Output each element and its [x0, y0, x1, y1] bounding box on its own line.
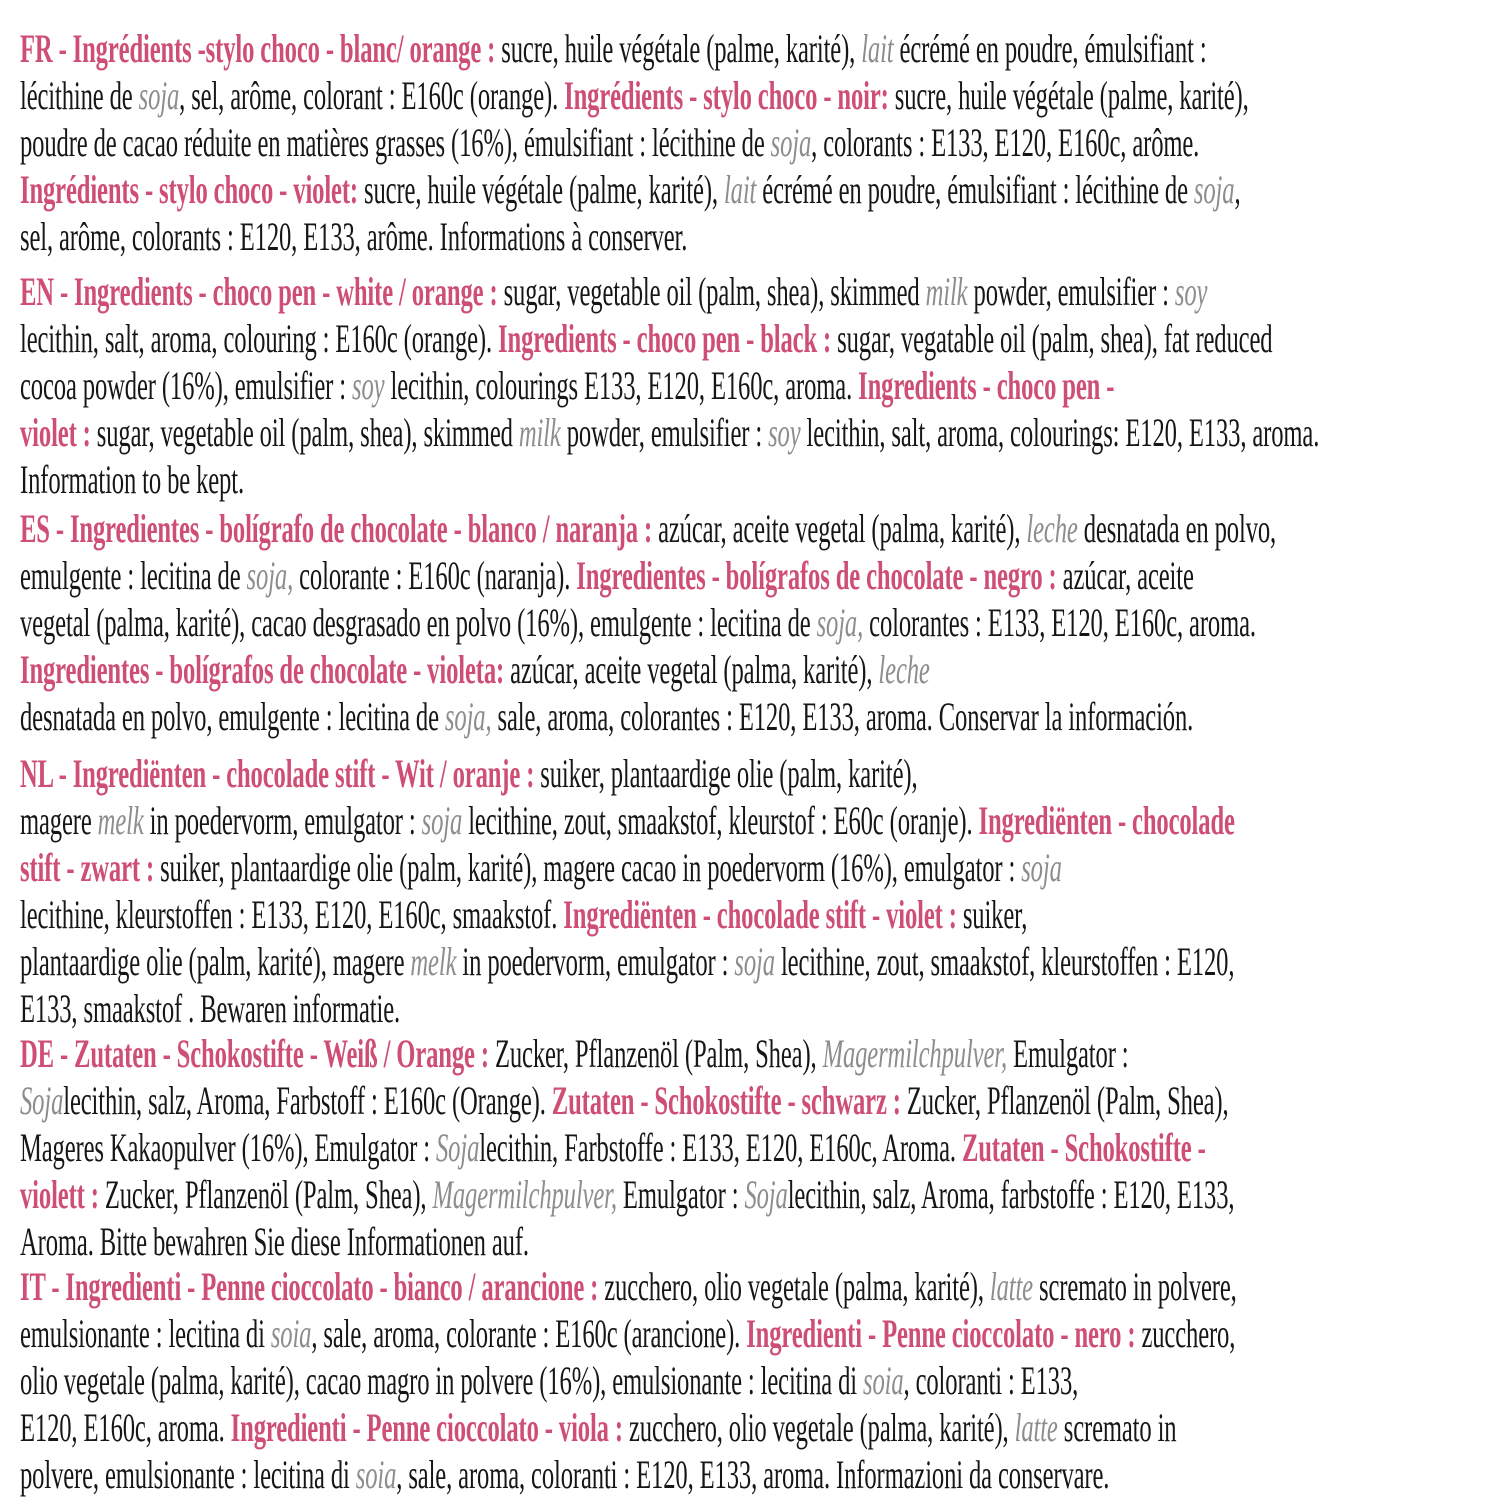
ingredient-text: , sale, aroma, coloranti : E120, E133, aroma. Informazioni da conservare.: [396, 1452, 1110, 1497]
allergen-term: soy: [1174, 269, 1208, 314]
section-header: Zutaten - Schokostifte - schwarz :: [551, 1078, 907, 1123]
text-line: [20, 750, 1500, 797]
ingredient-text: in poedervorm, emulgator :: [143, 798, 422, 843]
ingredient-text: lecithin, colourings E133, E120, E160c, aroma.: [384, 363, 859, 408]
allergen-term: soia: [270, 1311, 312, 1356]
ingredient-text: écrémé en poudre, émulsifiant : lécithine de: [756, 167, 1194, 212]
section-header: NL - Ingrediënten - chocolade stift - Wit / oranje :: [20, 751, 541, 796]
text-line: [20, 552, 1500, 599]
allergen-term: leche: [878, 647, 930, 692]
allergen-term: latte: [1014, 1405, 1058, 1450]
ingredient-text: powder, emulsifier :: [967, 269, 1175, 314]
text-line: [20, 409, 1500, 456]
text-line: [20, 1404, 1500, 1451]
section-header: DE - Zutaten - Schokostifte - Weiß / Orange :: [20, 1031, 495, 1076]
ingredient-text: Zucker, Pflanzenöl (Palm, Shea),: [104, 1172, 433, 1217]
text-line: [20, 362, 1500, 409]
ingredient-text: écrémé en poudre, émulsifiant :: [893, 26, 1207, 71]
ingredient-text: , sel, arôme, colorant : E160c (orange).: [179, 73, 565, 118]
text-line: [20, 1030, 1500, 1077]
ingredient-text: sugar, vegetable oil (palm, shea), skimmed: [96, 410, 519, 455]
ingredient-text: Emulgator :: [1007, 1031, 1129, 1076]
ingredient-text: suiker, plantaardige olie (palm, karité), magere cacao in poedervorm (16%), emulgator :: [160, 845, 1022, 890]
allergen-term: soja: [138, 73, 180, 118]
ingredient-text: emulgente : lecitina de: [20, 553, 247, 598]
allergen-term: soja,: [444, 694, 492, 739]
ingredient-text: azúcar, aceite vegetal (palma, karité),: [510, 647, 879, 692]
ingredient-text: poudre de cacao réduite en matières grasses (16%), émulsifiant : lécithine de: [20, 120, 771, 165]
ingredient-text: sugar, vegetable oil (palm, shea), skimmed: [503, 269, 926, 314]
ingredient-text: , coloranti : E133,: [903, 1358, 1079, 1403]
section-header: Ingrediënten - chocolade stift - violet :: [563, 892, 963, 937]
section-header: Ingredientes - bolígrafos de chocolate - negro :: [576, 553, 1063, 598]
ingredient-text: lecithin, Farbstoffe : E133, E120, E160c, Aroma.: [479, 1125, 962, 1170]
text-line: [20, 938, 1500, 985]
allergen-term: soia: [355, 1452, 397, 1497]
allergen-term: milk: [925, 269, 968, 314]
allergen-term: soy: [768, 410, 801, 455]
ingredient-text: zucchero, olio vegetale (palma, karité),: [628, 1405, 1015, 1450]
allergen-term: soja: [1021, 845, 1062, 890]
ingredient-text: sale, aroma, colorantes : E120, E133, aroma. Conservar la información.: [491, 694, 1194, 739]
ingredient-text: lecithine, kleurstoffen : E133, E120, E160c, smaakstof.: [20, 892, 564, 937]
section-header: stift - zwart :: [20, 845, 161, 890]
allergen-term: Magermilchpulver,: [432, 1172, 617, 1217]
ingredient-text: E133, smaakstof . Bewaren informatie.: [20, 986, 401, 1031]
allergen-term: melk: [410, 939, 457, 984]
allergen-term: soia: [863, 1358, 904, 1403]
ingredient-text: powder, emulsifier :: [560, 410, 769, 455]
ingredient-text: lecithine, zout, smaakstof, kleurstof : E60c (oranje).: [462, 798, 979, 843]
allergen-term: soja: [734, 939, 775, 984]
ingredient-text: desnatada en polvo,: [1077, 506, 1277, 551]
ingredient-text: suiker,: [962, 892, 1028, 937]
section-header: violett :: [20, 1172, 105, 1217]
section-header: Zutaten - Schokostifte -: [961, 1125, 1206, 1170]
section-header: violet :: [20, 410, 97, 455]
ingredient-text: ,: [1234, 167, 1241, 212]
section-header: Ingredienti - Penne cioccolato - nero :: [746, 1311, 1142, 1356]
ingredient-text: Information to be kept.: [20, 457, 244, 502]
allergen-term: Soja: [435, 1125, 480, 1170]
section-header: Ingrédients - stylo choco - violet:: [20, 167, 365, 212]
text-line: [20, 1263, 1500, 1310]
ingredient-text: olio vegetale (palma, karité), cacao magro in polvere (16%), emulsionante : lecitina di: [20, 1358, 864, 1403]
ingredient-text: emulsionante : lecitina di: [20, 1311, 271, 1356]
ingredient-text: sel, arôme, colorants : E120, E133, arôme. Informations à conserver.: [20, 214, 688, 259]
allergen-term: Soja: [744, 1172, 788, 1217]
ingredient-text: Mageres Kakaopulver (16%), Emulgator :: [20, 1125, 436, 1170]
text-line: [20, 25, 1500, 72]
section-header: IT - Ingredienti - Penne cioccolato - bianco / arancione :: [20, 1264, 605, 1309]
ingredient-text: Zucker, Pflanzenöl (Palm, Shea),: [906, 1078, 1229, 1123]
allergen-term: lait: [861, 26, 894, 71]
section-fr-ingredients: [20, 25, 1500, 260]
ingredient-text: lécithine de: [20, 73, 139, 118]
text-line: [20, 213, 1500, 260]
allergen-term: soja: [1193, 167, 1235, 212]
ingredient-text: Zucker, Pflanzenöl (Palm, Shea),: [494, 1031, 823, 1076]
section-en-ingredients: [20, 268, 1500, 503]
ingredient-text: sugar, vegatable oil (palm, shea), fat reduced: [837, 316, 1273, 361]
allergen-term: leche: [1026, 506, 1078, 551]
text-line: [20, 268, 1500, 315]
ingredient-text: azúcar, aceite vegetal (palma, karité),: [658, 506, 1027, 551]
text-line: [20, 599, 1500, 646]
ingredient-text: polvere, emulsionante : lecitina di: [20, 1452, 356, 1497]
ingredient-text: vegetal (palma, karité), cacao desgrasado en polvo (16%), emulgente : lecitina de: [20, 600, 817, 645]
text-line: [20, 1077, 1500, 1124]
text-line: [20, 693, 1500, 740]
ingredient-text: desnatada en polvo, emulgente : lecitina de: [20, 694, 445, 739]
ingredient-text: colorante : E160c (naranja).: [293, 553, 577, 598]
ingredient-text: magere: [20, 798, 98, 843]
allergen-term: milk: [518, 410, 561, 455]
text-line: [20, 315, 1500, 362]
ingredient-text: cocoa powder (16%), emulsifier :: [20, 363, 353, 408]
ingredient-text: sucre, huile végétale (palme, karité),: [501, 26, 862, 71]
allergen-term: melk: [97, 798, 144, 843]
text-line: [20, 1124, 1500, 1171]
section-header: EN - Ingredients - choco pen - white / orange :: [20, 269, 504, 314]
section-header: Ingredients - choco pen -: [858, 363, 1115, 408]
text-line: [20, 1171, 1500, 1218]
ingredient-text: lecithin, salz, Aroma, farbstoffe : E120, E133,: [787, 1172, 1235, 1217]
ingredient-text: lecithin, salt, aroma, colourings: E120, E133, aroma.: [800, 410, 1320, 455]
allergen-term: soja: [421, 798, 463, 843]
ingredient-text: suiker, plantaardige olie (palm, karité),: [540, 751, 918, 796]
text-line: [20, 505, 1500, 552]
section-header: Ingredienti - Penne cioccolato - viola :: [230, 1405, 629, 1450]
section-header: Ingredientes - bolígrafos de chocolate - violeta:: [20, 647, 511, 692]
text-line: [20, 797, 1500, 844]
ingredient-text: azúcar, aceite: [1062, 553, 1194, 598]
ingredient-text: colorantes : E133, E120, E160c, aroma.: [863, 600, 1256, 645]
ingredient-text: lecithin, salt, aroma, colouring : E160c (orange).: [20, 316, 499, 361]
ingredient-text: lecithin, salz, Aroma, Farbstoff : E160c (Orange).: [63, 1078, 552, 1123]
text-line: [20, 72, 1500, 119]
ingredient-text: scremato in polvere,: [1032, 1264, 1237, 1309]
text-line: [20, 1310, 1500, 1357]
text-line: [20, 166, 1500, 213]
allergen-term: latte: [989, 1264, 1033, 1309]
text-line: [20, 1218, 1500, 1265]
section-de-ingredients: [20, 1030, 1500, 1265]
section-header: Ingrediënten - chocolade: [978, 798, 1235, 843]
ingredient-text: lecithine, zout, smaakstof, kleurstoffen : E120,: [774, 939, 1235, 984]
text-line: [20, 1357, 1500, 1404]
allergen-term: soja,: [816, 600, 864, 645]
ingredient-text: sucre, huile végétale (palme, karité),: [888, 73, 1249, 118]
ingredient-text: zucchero,: [1141, 1311, 1236, 1356]
allergen-term: Soja: [20, 1078, 64, 1123]
section-header: Ingredients - choco pen - black :: [498, 316, 838, 361]
ingredient-text: scremato in: [1057, 1405, 1177, 1450]
allergen-term: soja,: [246, 553, 294, 598]
ingredient-text: , colorants : E133, E120, E160c, arôme.: [811, 120, 1200, 165]
text-line: [20, 1451, 1500, 1498]
section-es-ingredients: [20, 505, 1500, 740]
text-line: [20, 844, 1500, 891]
ingredient-text: plantaardige olie (palm, karité), magere: [20, 939, 411, 984]
text-line: [20, 456, 1500, 503]
section-nl-ingredients: [20, 750, 1500, 1032]
section-it-ingredients: [20, 1263, 1500, 1498]
section-header: FR - Ingrédients -stylo choco - blanc/ orange :: [20, 26, 502, 71]
ingredient-text: Aroma. Bitte bewahren Sie diese Informationen auf.: [20, 1219, 529, 1264]
allergen-term: soy: [352, 363, 385, 408]
ingredient-text: sucre, huile végétale (palme, karité),: [364, 167, 724, 212]
ingredient-text: , sale, aroma, colorante : E160c (arancione).: [311, 1311, 747, 1356]
text-line: [20, 891, 1500, 938]
ingredient-text: in poedervorm, emulgator :: [456, 939, 735, 984]
ingredient-text: Emulgator :: [616, 1172, 745, 1217]
section-header: Ingrédients - stylo choco - noir:: [564, 73, 889, 118]
allergen-term: soja: [770, 120, 812, 165]
text-line: [20, 646, 1500, 693]
allergen-term: lait: [723, 167, 757, 212]
text-line: [20, 985, 1500, 1032]
ingredient-text: zucchero, olio vegetale (palma, karité),: [604, 1264, 990, 1309]
ingredient-text: E120, E160c, aroma.: [20, 1405, 231, 1450]
allergen-term: Magermilchpulver,: [822, 1031, 1008, 1076]
section-header: ES - Ingredientes - bolígrafo de chocolate - blanco / naranja :: [20, 506, 659, 551]
text-line: [20, 119, 1500, 166]
